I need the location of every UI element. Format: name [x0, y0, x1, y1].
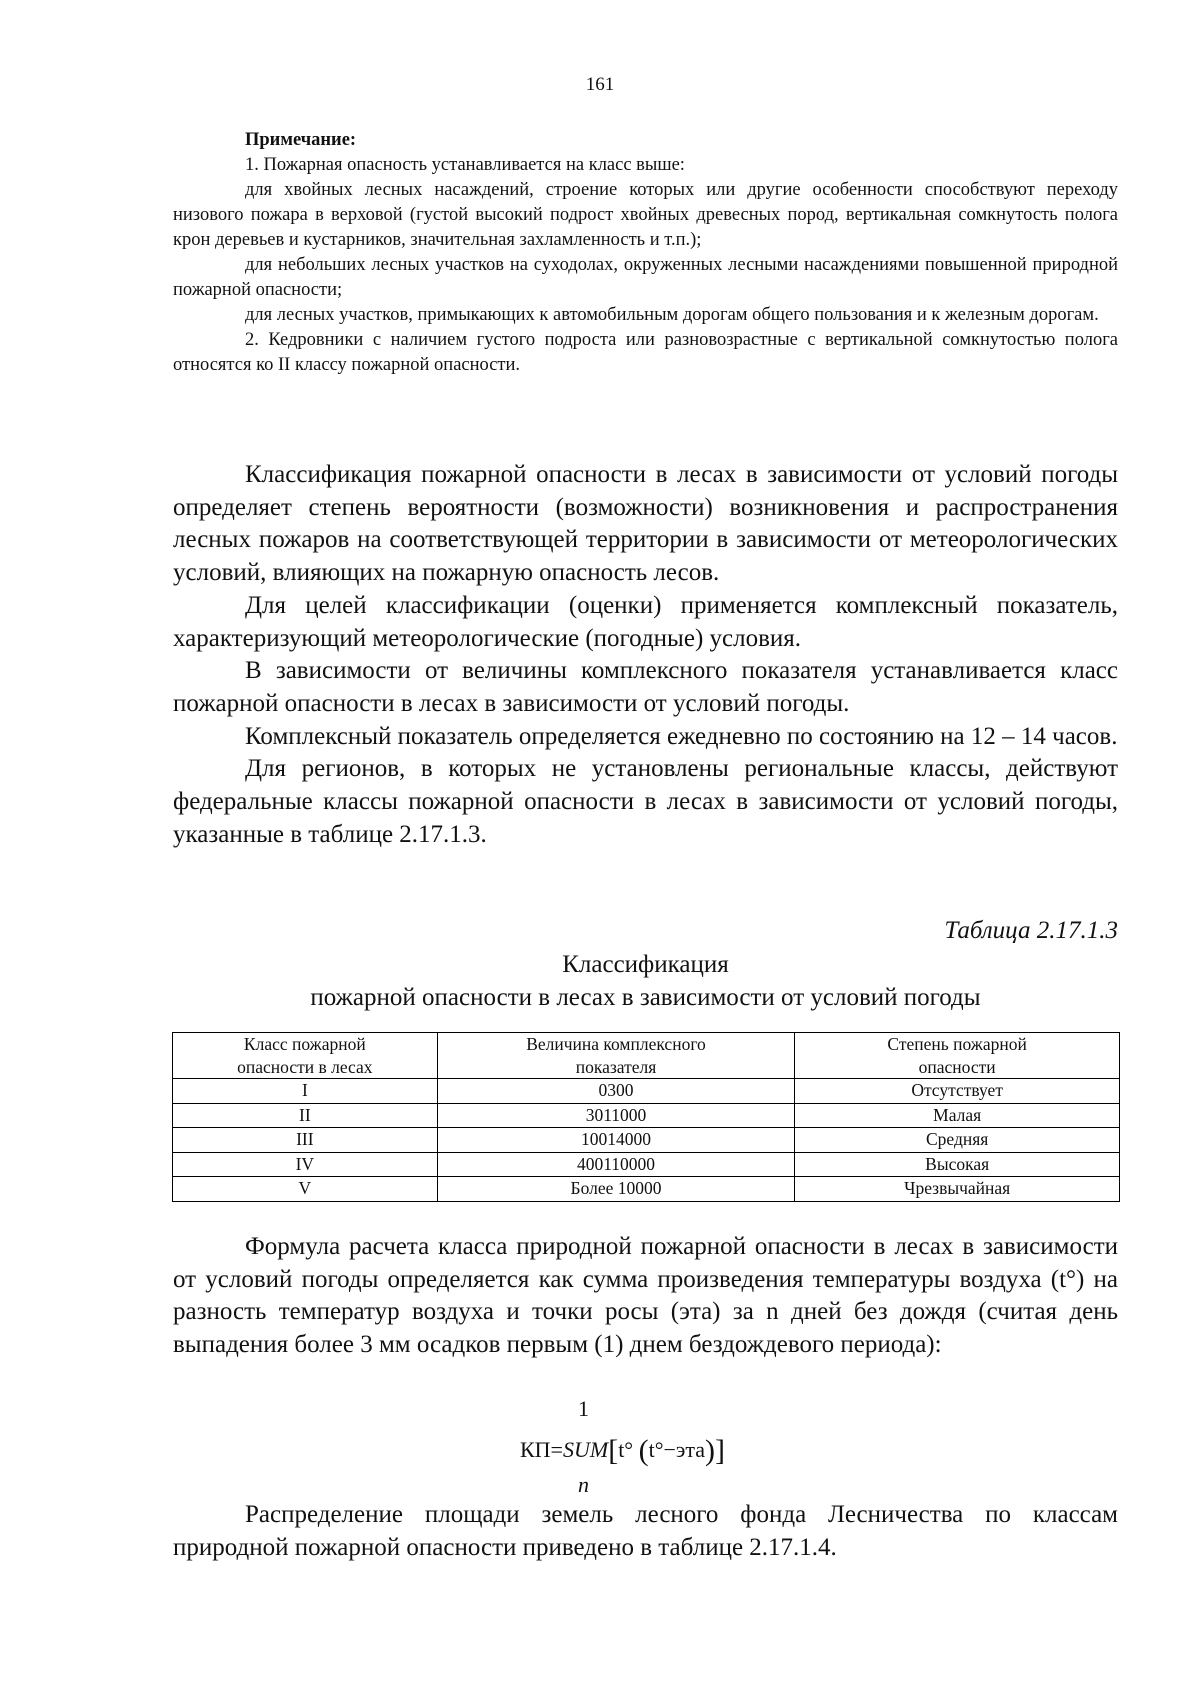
paragraph-7: Распределение площади земель лесного фонда Лесничества по классам природной пожарной опасности приведено в таблице 2.17.1.4. — [173, 1501, 1118, 1561]
note-1: 1. Пожарная опасность устанавливается на класс выше: — [245, 155, 685, 175]
cell-class: III — [173, 1128, 438, 1153]
formula-diff: t°−эта — [648, 1437, 706, 1462]
table-header-row — [173, 1033, 1120, 1079]
formula-lhs: КП= — [520, 1437, 563, 1462]
table-caption-title: Классификация — [562, 951, 729, 978]
table-row — [173, 1152, 1120, 1177]
table-row — [173, 1128, 1120, 1153]
table-row — [173, 1103, 1120, 1128]
note-1b: для небольших лесных участков на суходолах, окруженных лесными насаждениями повышенной природной пожарной опасности; — [173, 255, 1118, 300]
cell-value: 10014000 — [437, 1128, 795, 1153]
header-class: Класс пожарной опасности в лесах — [173, 1033, 438, 1079]
cell-degree: Чрезвычайная — [795, 1177, 1120, 1202]
cell-value: 400110000 — [437, 1152, 795, 1177]
table-row — [173, 1177, 1120, 1202]
note-1a: для хвойных лесных насаждений, строение которых или другие особенности способствуют переходу низового пожара в верховой (густой высокий подрост хвойных древесных пород, вертикальная сомкнутость полога крон деревьев и кустарников, значительная захламленность и т.п.); — [173, 180, 1118, 250]
note-1c: для лесных участков, примыкающих к автомобильным дорогам общего пользования и к железным дорогам. — [245, 305, 1099, 325]
header-danger-degree: Степень пожарной опасности — [795, 1033, 1120, 1079]
header-index-value: Величина комплексного показателя — [437, 1033, 795, 1079]
closing-text — [173, 1499, 1118, 1564]
formula-description — [173, 1231, 1118, 1362]
fire-danger-table — [172, 1032, 1120, 1202]
paragraph-5: Для регионов, в которых не установлены региональные классы, действуют федеральные классы пожарной опасности в лесах в зависимости от условий погоды, указанные в таблице 2.17.1.3. — [173, 755, 1118, 848]
fire-index-formula — [520, 1396, 760, 1506]
paragraph-2: Для целей классификации (оценки) применяется комплексный показатель, характеризующий метеорологические (погодные) условия. — [173, 591, 1118, 652]
formula-upper-limit: 1 — [578, 1396, 589, 1421]
table-reference: Таблица 2.17.1.3 — [944, 917, 1118, 944]
page-number: 161 — [585, 74, 615, 95]
cell-degree: Отсутствует — [795, 1079, 1120, 1104]
paragraph-4: Комплексный показатель определяется ежедневно по состоянию на 12 – 14 часов. — [245, 722, 1118, 750]
notes-title: Примечание: — [245, 130, 357, 150]
cell-degree: Средняя — [795, 1128, 1120, 1153]
formula-sum: SUM — [562, 1437, 609, 1462]
table-caption-subtitle: пожарной опасности в лесах в зависимости от условий погоды — [310, 984, 981, 1011]
note-2: 2. Кедровники с наличием густого подроста или разновозрастные с вертикальной сомкнутостью полога относятся ко II классу пожарной опасности. — [173, 330, 1118, 375]
cell-class: I — [173, 1079, 438, 1104]
body-text — [173, 459, 1118, 851]
cell-degree: Высокая — [795, 1152, 1120, 1177]
cell-class: V — [173, 1177, 438, 1202]
cell-degree: Малая — [795, 1103, 1120, 1128]
formula-temp: t° — [618, 1437, 634, 1462]
paragraph-1: Классификация пожарной опасности в лесах в зависимости от условий погоды определяет степень вероятности (возможности) возникновения и распространения лесных пожаров на соответствующей территории в зависимости от метеорологических условий, влияющих на пожарную опасность лесов. — [173, 461, 1118, 587]
cell-value: Более 10000 — [437, 1177, 795, 1202]
paragraph-6: Формула расчета класса природной пожарной опасности в лесах в зависимости от условий погоды определяется как сумма произведения температуры воздуха (t°) на разность температур воздуха и точки росы (эта) за n дней без дождя (считая день выпадения более 3 мм осадков первым (1) днем бездождевого периода): — [173, 1233, 1118, 1359]
cell-class: IV — [173, 1152, 438, 1177]
formula-lower-limit: n — [578, 1472, 589, 1497]
paragraph-3: В зависимости от величины комплексного показателя устанавливается класс пожарной опасности в лесах в зависимости от условий погоды. — [173, 657, 1118, 717]
notes-block — [173, 128, 1118, 378]
formula-expression: КП=SUM[t° (t°−эта)] — [520, 1434, 726, 1467]
table-row — [173, 1079, 1120, 1104]
cell-value: 3011000 — [437, 1103, 795, 1128]
cell-class: II — [173, 1103, 438, 1128]
cell-value: 0300 — [437, 1079, 795, 1104]
